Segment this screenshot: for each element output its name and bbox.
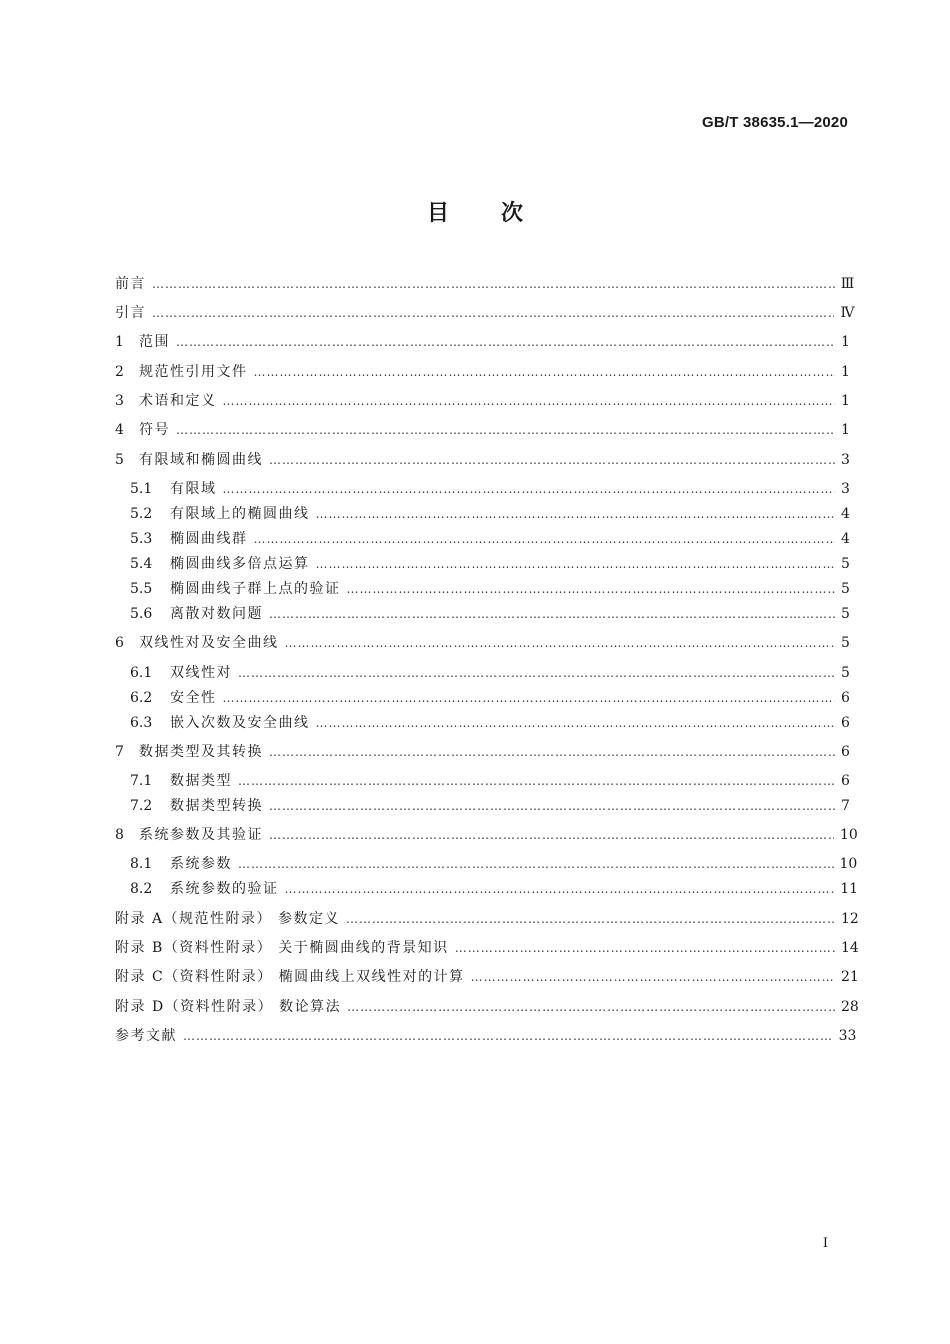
toc-entry[interactable] [115, 303, 855, 323]
toc-entry-page: 28 [841, 999, 859, 1015]
toc-entry-number: 8.2 [130, 881, 153, 897]
toc-entry[interactable] [115, 274, 855, 294]
toc-entry-page: Ⅲ [840, 276, 855, 292]
toc-dot-leader [316, 504, 836, 524]
toc-entry-title: 离散对数问题 [170, 606, 263, 622]
toc-entry-page: 1 [841, 393, 850, 409]
toc-entry-title: 数据类型 [170, 773, 232, 789]
toc-entry-title: 系统参数 [170, 856, 232, 872]
toc-dot-leader [269, 742, 835, 762]
toc-entry-page: 10 [839, 827, 858, 843]
toc-dot-leader [347, 579, 836, 599]
toc-entry[interactable] [115, 450, 849, 470]
toc-entry-title: 有限域上的椭圆曲线 [170, 506, 310, 522]
toc-entry-number: 8 [115, 827, 124, 843]
toc-dot-leader [183, 1026, 833, 1046]
page-number: Ⅰ [822, 1236, 828, 1251]
toc-entry-title: 数据类型及其转换 [139, 744, 263, 760]
toc-entry-page: 3 [841, 481, 850, 497]
toc-entry-page: 6 [841, 715, 850, 731]
toc-entry[interactable] [115, 332, 849, 352]
toc-dot-leader [316, 713, 836, 733]
toc-entry[interactable] [115, 362, 849, 382]
toc-dot-leader [471, 967, 835, 987]
toc-entry-title: 有限域 [170, 481, 217, 497]
toc-entry-page: 6 [841, 690, 850, 706]
toc-entry-number: 5.6 [130, 606, 153, 622]
toc-entry-title: 附录 A（规范性附录） 参数定义 [115, 911, 341, 927]
toc-entry-number: 6.2 [130, 690, 153, 706]
page-title: 目次 [426, 201, 575, 226]
toc-entry[interactable] [130, 663, 849, 683]
toc-dot-leader [152, 274, 835, 294]
toc-entry-page: 11 [840, 881, 859, 897]
toc-entry-number: 5.4 [130, 556, 153, 572]
toc-entry-number: 6.3 [130, 715, 153, 731]
toc-entry-title: 系统参数的验证 [170, 881, 279, 897]
toc-entry[interactable] [130, 879, 859, 899]
toc-dot-leader [254, 362, 836, 382]
toc-entry[interactable] [115, 997, 859, 1017]
toc-entry[interactable] [115, 420, 849, 440]
toc-entry[interactable] [130, 688, 849, 708]
toc-entry[interactable] [115, 391, 849, 411]
standard-number: GB/T 38635.1—2020 [702, 114, 848, 131]
toc-entry-title: 椭圆曲线群 [170, 531, 248, 547]
toc-entry[interactable] [130, 796, 849, 816]
toc-entry-number: 5.1 [130, 481, 153, 497]
toc-entry-page: Ⅳ [840, 305, 855, 321]
toc-dot-leader [238, 771, 835, 791]
toc-entry-page: 1 [841, 422, 850, 438]
toc-entry-title: 前言 [115, 276, 146, 292]
toc-entry-number: 5.3 [130, 531, 153, 547]
toc-dot-leader [269, 450, 835, 470]
toc-dot-leader [285, 879, 835, 899]
toc-dot-leader [254, 529, 836, 549]
toc-entry-title: 安全性 [170, 690, 217, 706]
toc-entry-page: 33 [838, 1028, 857, 1044]
toc-entry[interactable] [115, 938, 859, 958]
toc-entry[interactable] [130, 504, 849, 524]
toc-entry-number: 6.1 [130, 665, 153, 681]
toc-entry-title: 双线性对及安全曲线 [139, 635, 279, 651]
toc-entry-number: 7.1 [130, 773, 153, 789]
toc-entry-title: 双线性对 [170, 665, 232, 681]
toc-entry-page: 21 [841, 969, 859, 985]
toc-entry-page: 5 [841, 581, 850, 597]
toc-dot-leader [238, 663, 835, 683]
toc-entry[interactable] [115, 633, 849, 653]
toc-entry-page: 3 [841, 452, 850, 468]
toc-dot-leader [176, 332, 835, 352]
toc-dot-leader [223, 688, 836, 708]
toc-dot-leader [269, 796, 835, 816]
toc-entry-title: 引言 [115, 305, 146, 321]
toc-entry[interactable] [130, 604, 849, 624]
toc-entry[interactable] [115, 909, 859, 929]
toc-entry-title: 嵌入次数及安全曲线 [170, 715, 310, 731]
toc-entry[interactable] [130, 479, 849, 499]
toc-entry-page: 7 [841, 798, 850, 814]
toc-entry[interactable] [130, 713, 849, 733]
toc-entry-title: 附录 B（资料性附录） 关于椭圆曲线的背景知识 [115, 940, 449, 956]
toc-dot-leader [238, 854, 834, 874]
toc-entry-number: 5.2 [130, 506, 153, 522]
toc-entry[interactable] [115, 967, 859, 987]
toc-entry[interactable] [130, 579, 849, 599]
toc-entry-number: 3 [115, 393, 124, 409]
toc-dot-leader [152, 303, 834, 323]
toc-dot-leader [223, 479, 836, 499]
toc-entry-page: 14 [841, 940, 859, 956]
toc-entry-number: 5 [115, 452, 124, 468]
toc-entry-number: 1 [115, 334, 124, 350]
toc-entry[interactable] [130, 771, 849, 791]
toc-entry-title: 数据类型转换 [170, 798, 263, 814]
toc-entry[interactable] [130, 529, 849, 549]
toc-entry-page: 4 [841, 531, 850, 547]
toc-entry-number: 2 [115, 364, 124, 380]
toc-entry-page: 5 [841, 665, 850, 681]
toc-entry-page: 5 [841, 635, 850, 651]
toc-dot-leader [455, 938, 835, 958]
toc-dot-leader [347, 997, 835, 1017]
toc-entry-number: 7.2 [130, 798, 153, 814]
toc-entry[interactable] [130, 854, 858, 874]
toc-entry[interactable] [115, 825, 858, 845]
toc-dot-leader [316, 554, 836, 574]
toc-entry-page: 5 [841, 556, 850, 572]
toc-entry-page: 6 [841, 773, 850, 789]
toc-dot-leader [269, 604, 835, 624]
toc-entry-title: 附录 C（资料性附录） 椭圆曲线上双线性对的计算 [115, 969, 465, 985]
toc-entry-number: 8.1 [130, 856, 153, 872]
toc-dot-leader [176, 420, 835, 440]
toc-entry[interactable] [115, 1026, 857, 1046]
toc-entry-title: 参考文献 [115, 1028, 177, 1044]
toc-entry-title: 有限域和椭圆曲线 [139, 452, 263, 468]
toc-entry[interactable] [115, 742, 849, 762]
toc-entry-page: 10 [839, 856, 858, 872]
toc-dot-leader [269, 825, 834, 845]
toc-dot-leader [223, 391, 836, 411]
toc-entry-page: 12 [841, 911, 859, 927]
toc-entry-title: 附录 D（资料性附录） 数论算法 [115, 999, 342, 1015]
toc-entry-title: 范围 [139, 334, 170, 350]
toc-entry-title: 椭圆曲线多倍点运算 [170, 556, 310, 572]
toc-entry[interactable] [130, 554, 849, 574]
toc-dot-leader [285, 633, 836, 653]
toc-entry-page: 4 [841, 506, 850, 522]
toc-entry-page: 1 [841, 364, 850, 380]
toc-entry-page: 1 [841, 334, 850, 350]
toc-entry-title: 术语和定义 [139, 393, 217, 409]
toc-entry-title: 符号 [139, 422, 170, 438]
toc-entry-page: 5 [841, 606, 850, 622]
toc-entry-title: 系统参数及其验证 [139, 827, 263, 843]
toc-entry-title: 椭圆曲线子群上点的验证 [170, 581, 341, 597]
toc-entry-number: 6 [115, 635, 124, 651]
toc-dot-leader [346, 909, 835, 929]
toc-entry-title: 规范性引用文件 [139, 364, 248, 380]
toc-entry-number: 5.5 [130, 581, 153, 597]
toc-entry-page: 6 [841, 744, 850, 760]
toc-entry-number: 7 [115, 744, 124, 760]
toc-entry-number: 4 [115, 422, 124, 438]
